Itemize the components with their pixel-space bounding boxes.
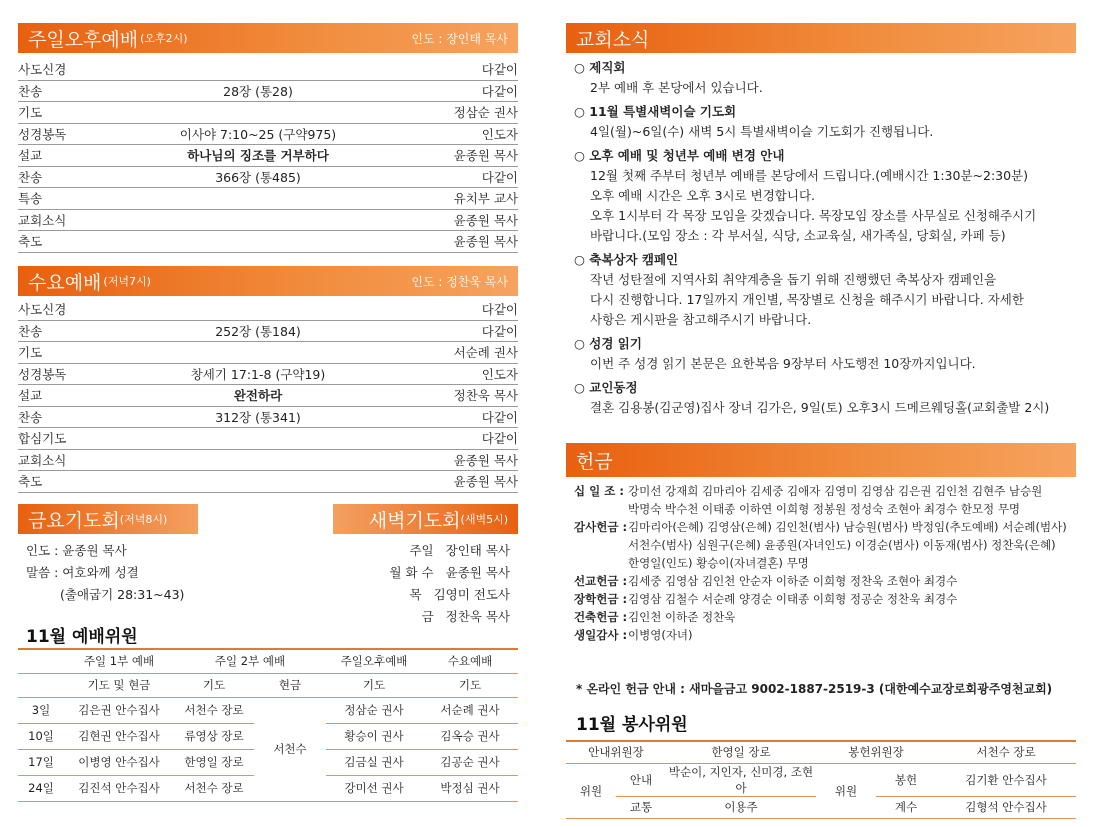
news-item: ○ 제직회 2부 예배 후 본당에서 있습니다. <box>574 60 763 95</box>
table-header-row: 기도 및 현금 기도 현금 기도 기도 <box>18 673 518 697</box>
offering-title: 헌금 <box>576 450 613 473</box>
dawn-row: 주일 장인태 목사 <box>409 543 510 558</box>
wednesday-order <box>18 299 518 493</box>
order-row: 기도 서순례 권사 <box>18 342 518 364</box>
sunday-pm-title: 주일오후예배 <box>28 28 139 51</box>
worship-committee-title: 11월 예배위원 <box>26 627 138 647</box>
order-row: 기도 정삼순 권사 <box>18 102 518 124</box>
table-header-row: 주일 1부 예배 주일 2부 예배 주일오후예배 수요예배 <box>18 649 518 673</box>
friday-sermon: 말씀 : 여호와께 성결 <box>26 565 139 580</box>
offering-row: 장학헌금 : 김영삼 김철수 서순례 양경순 이태종 이희형 정공순 정찬욱 최경수 <box>574 592 958 606</box>
order-row: 교회소식 윤종원 목사 <box>18 450 518 472</box>
order-row: 설교 하나님의 징조를 거부하다 윤종원 목사 <box>18 145 518 167</box>
news-header <box>566 23 1076 53</box>
service-committee-title: 11월 봉사위원 <box>576 715 688 735</box>
wednesday-time: (저녁7시) <box>103 275 151 288</box>
table-row: 위원 안내 박순이, 지인자, 신미경, 조현아 위원 봉헌 김기환 안수집사 <box>566 763 1076 796</box>
friday-title: 금요기도회 <box>28 509 120 532</box>
order-row: 합심기도 다같이 <box>18 428 518 450</box>
news-item: ○ 오후 예배 및 청년부 예배 변경 안내 12월 첫째 주부터 청년부 예배를 본당에서 드립니다.(예배시간 1:30분~2:30분) 오후 예배 시간은 오후 3시로 변경합니다. 오후 1시부터 각 목장 모임을 갖겠습니다. 목장모임 장소를 사무실로 신청해주시기 바랍니다.(모임 장소 : 각 부서실, 식당, 소교육실, 새가족실, 당회실, 카페 등) <box>574 148 1037 243</box>
offering-row: 십 일 조 : 강미선 강재희 김마리아 김세중 김애자 김영미 김영삼 김은권 김인천 김현주 남승원 박명숙 박수천 이태종 이하연 이희형 정봉원 정성숙 조현아 최경수 한모정 무명 <box>574 484 1043 516</box>
dawn-row: 금 정찬욱 목사 <box>421 609 510 624</box>
order-row: 성경봉독 이사야 7:10~25 (구약975) 인도자 <box>18 124 518 146</box>
order-row: 찬송 28장 (통28) 다같이 <box>18 81 518 103</box>
order-row: 성경봉독 창세기 17:1-8 (구약19) 인도자 <box>18 364 518 386</box>
dawn-row: 목 김영미 전도사 <box>409 587 510 602</box>
table-row: 안내위원장 한영일 장로 봉헌위원장 서천수 장로 <box>566 741 1076 763</box>
committee-label: 위원 <box>566 763 616 818</box>
friday-details <box>26 540 184 606</box>
order-row: 찬송 366장 (통485) 다같이 <box>18 167 518 189</box>
dawn-header <box>333 504 518 534</box>
news-item: ○ 11월 특별새벽이슬 기도회 4일(월)~6일(수) 새벽 5시 특별새벽이슬 기도회가 진행됩니다. <box>574 104 934 139</box>
sermon-title: 하나님의 징조를 거부하다 <box>187 148 329 164</box>
dawn-time: (새벽5시) <box>460 513 508 526</box>
table-row: 24일 김진석 안수집사 서천수 장로 강미선 권사 박정심 권사 <box>18 775 518 801</box>
news-item: ○ 교인동정 결혼 김용봉(김군영)집사 장녀 김가은, 9일(토) 오후3시 드메르웨딩홀(교회출발 2시) <box>574 380 1050 415</box>
friday-header <box>18 504 198 534</box>
dawn-title: 새벽기도회 <box>368 509 461 532</box>
sermon-title: 완전하라 <box>233 388 283 404</box>
order-row: 교회소식 윤종원 목사 <box>18 210 518 232</box>
table-row: 10일 김현권 안수집사 류영상 장로 황승이 권사 김옥승 권사 <box>18 723 518 749</box>
order-row: 찬송 312장 (통341) 다같이 <box>18 407 518 429</box>
wednesday-section <box>18 266 518 493</box>
sunday-pm-leader: 인도 : 장인태 목사 <box>411 31 508 46</box>
order-row: 찬송 252장 (통184) 다같이 <box>18 321 518 343</box>
sunday-pm-order <box>18 59 518 253</box>
offering-header <box>566 443 1076 477</box>
order-row: 특송 유치부 교사 <box>18 188 518 210</box>
order-row: 설교 완전하라 정찬욱 목사 <box>18 385 518 407</box>
news-list <box>566 54 1076 418</box>
online-offering-info: * 온라인 헌금 안내 : 새마을금고 9002-1887-2519-3 (대한예수교장로회광주영천교회) <box>576 682 1053 696</box>
offering-row: 건축헌금 : 김인천 이하준 정찬욱 <box>574 610 736 624</box>
offering-person: 서천수 <box>254 697 326 801</box>
table-row: 17일 이병영 안수집사 한영일 장로 김금실 권사 김공순 권사 <box>18 749 518 775</box>
offering-row: 감사헌금 : 김마리아(은혜) 김영삼(은혜) 김인천(범사) 남승원(범사) 박정임(추도예배) 서순례(범사) 서천수(범사) 심원구(은혜) 윤종원(자녀인도) 이경순(범사) 이동재(범사) 정찬욱(은혜) 한영일(인도) 황승이(자녀결혼) 무명 <box>574 520 1067 570</box>
service-committee-table <box>566 740 1076 819</box>
committee-label: 위원 <box>816 763 876 818</box>
offering-row: 선교헌금 : 김세중 김영삼 김인천 안순자 이하준 이희형 정찬욱 조현아 최경수 <box>574 574 958 588</box>
order-row: 사도신경 다같이 <box>18 59 518 81</box>
news-item: ○ 성경 읽기 이번 주 성경 읽기 본문은 요한복음 9장부터 사도행전 10장까지입니다. <box>574 336 976 371</box>
news-title: 교회소식 <box>576 28 650 51</box>
order-row: 축도 윤종원 목사 <box>18 231 518 253</box>
table-row: 교통 이용주 계수 김형석 안수집사 <box>566 796 1076 818</box>
friday-time: (저녁8시) <box>119 513 168 526</box>
friday-leader: 인도 : 윤종원 목사 <box>26 543 127 558</box>
sunday-pm-header <box>18 23 518 53</box>
wednesday-title: 수요예배 <box>28 271 102 294</box>
offering-list <box>566 482 1076 644</box>
wednesday-header <box>18 266 518 296</box>
order-row: 사도신경 다같이 <box>18 299 518 321</box>
offering-row: 생일감사 : 이병영(자녀) <box>574 628 693 642</box>
dawn-row: 월 화 수 윤종원 목사 <box>389 565 510 580</box>
wednesday-leader: 인도 : 정찬욱 목사 <box>411 274 508 289</box>
worship-committee-table <box>18 648 518 802</box>
order-row: 축도 윤종원 목사 <box>18 471 518 493</box>
sunday-pm-time: (오후2시) <box>140 32 188 45</box>
friday-passage: (출애굽기 28:31~43) <box>60 587 185 602</box>
sunday-pm-section <box>18 23 518 253</box>
table-row: 3일 김은권 안수집사 서천수 장로 서천수 정삼순 권사 서순례 권사 <box>18 697 518 723</box>
dawn-details <box>358 540 510 628</box>
news-item: ○ 축복상자 캠페인 작년 성탄절에 지역사회 취약계층을 돕기 위해 진행했던 축복상자 캠페인을 다시 진행합니다. 17일까지 개인별, 목장별로 신청을 해주시기 바랍니다. 자세한 사항은 게시판을 참고해주시기 바랍니다. <box>574 252 1024 327</box>
